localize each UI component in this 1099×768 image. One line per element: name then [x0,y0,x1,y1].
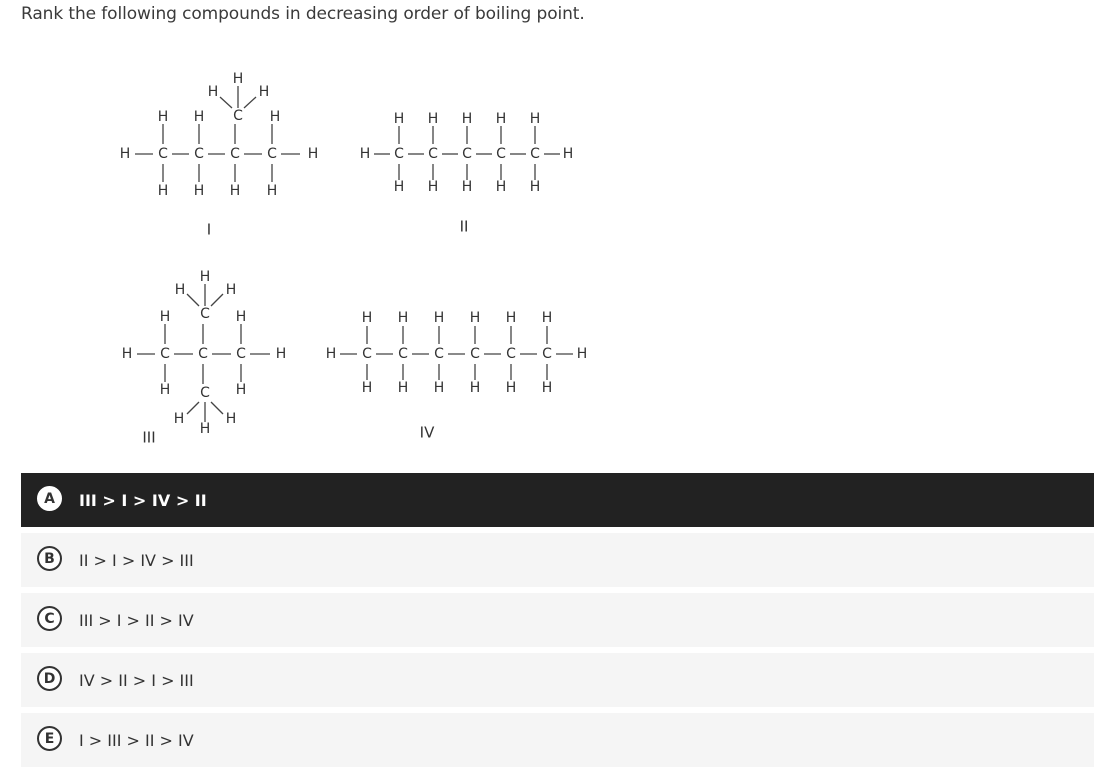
hydrogen-atom: H [235,382,247,398]
carbon-atom: C [362,346,372,362]
bond-line [211,294,223,306]
option-a[interactable] [21,473,1094,527]
question-text: Rank the following compounds in decreasing order of boiling point. [21,4,585,24]
hydrogen-atom: H [121,346,133,362]
hydrogen-atom: H [193,109,205,125]
bond-line [220,97,232,108]
hydrogen-atom: H [199,269,211,285]
compound-ii-structure [360,111,574,236]
hydrogen-atom: H [393,179,405,195]
hydrogen-atom: H [427,179,439,195]
option-c-letter: C [37,606,62,631]
carbon-atom: C [542,346,552,362]
hydrogen-atom: H [199,421,211,437]
option-d[interactable] [21,653,1094,707]
hydrogen-atom: H [307,146,319,162]
hydrogen-atom: H [275,346,287,362]
carbon-atom: C [200,306,210,322]
hydrogen-atom: H [397,380,409,396]
option-d-text: IV > II > I > III [79,670,194,690]
compound-i-structure [120,71,319,239]
carbon-atom: C [496,146,506,162]
hydrogen-atom: H [266,183,278,199]
option-b-letter: B [37,546,62,571]
hydrogen-atom: H [159,382,171,398]
carbon-atom: C [394,146,404,162]
option-d-letter: D [37,666,62,691]
hydrogen-atom: H [157,183,169,199]
hydrogen-atom: H [229,183,241,199]
hydrogen-atom: H [505,380,517,396]
hydrogen-atom: H [258,84,270,100]
option-e-text: I > III > II > IV [79,730,194,750]
compound-ii-label: II [459,217,469,236]
carbon-atom: C [398,346,408,362]
carbon-atom: C [194,146,204,162]
hydrogen-atom: H [393,111,405,127]
option-a-letter: A [37,486,62,511]
carbon-atom: C [428,146,438,162]
hydrogen-atom: H [119,146,131,162]
carbon-atom: C [470,346,480,362]
compound-iii-label: III [142,428,156,447]
hydrogen-atom: H [225,282,237,298]
hydrogen-atom: H [541,310,553,326]
option-e-letter: E [37,726,62,751]
hydrogen-atom: H [461,111,473,127]
carbon-atom: C [200,385,210,401]
hydrogen-atom: H [495,179,507,195]
carbon-atom: C [230,146,240,162]
hydrogen-atom: H [174,282,186,298]
compound-iii-structure [122,269,287,447]
hydrogen-atom: H [469,310,481,326]
hydrogen-atom: H [433,380,445,396]
hydrogen-atom: H [193,183,205,199]
hydrogen-atom: H [529,111,541,127]
hydrogen-atom: H [562,146,574,162]
hydrogen-atom: H [529,179,541,195]
hydrogen-atom: H [576,346,588,362]
option-e[interactable] [21,713,1094,767]
carbon-atom: C [462,146,472,162]
hydrogen-atom: H [397,310,409,326]
hydrogen-atom: H [207,84,219,100]
hydrogen-atom: H [232,71,244,87]
bond-line [211,402,223,414]
carbon-atom: C [233,108,243,124]
carbon-atom: C [267,146,277,162]
hydrogen-atom: H [359,146,371,162]
carbon-atom: C [434,346,444,362]
hydrogen-atom: H [541,380,553,396]
hydrogen-atom: H [159,309,171,325]
option-b-text: II > I > IV > III [79,550,194,570]
option-c[interactable] [21,593,1094,647]
hydrogen-atom: H [495,111,507,127]
carbon-atom: C [160,346,170,362]
bond-line [187,402,199,414]
hydrogen-atom: H [469,380,481,396]
option-b[interactable] [21,533,1094,587]
hydrogen-atom: H [269,109,281,125]
bond-line [244,97,256,108]
compound-iv-label: IV [419,423,435,442]
hydrogen-atom: H [361,380,373,396]
hydrogen-atom: H [361,310,373,326]
carbon-atom: C [236,346,246,362]
hydrogen-atom: H [225,411,237,427]
hydrogen-atom: H [433,310,445,326]
bond-line [187,294,199,306]
hydrogen-atom: H [461,179,473,195]
hydrogen-atom: H [235,309,247,325]
option-a-text: III > I > IV > II [79,490,207,510]
carbon-atom: C [198,346,208,362]
hydrogen-atom: H [325,346,337,362]
compound-iv-structure [326,310,588,442]
hydrogen-atom: H [157,109,169,125]
hydrogen-atom: H [427,111,439,127]
carbon-atom: C [506,346,516,362]
carbon-atom: C [158,146,168,162]
compound-i-label: I [206,220,212,239]
carbon-atom: C [530,146,540,162]
hydrogen-atom: H [173,411,185,427]
hydrogen-atom: H [505,310,517,326]
option-c-text: III > I > II > IV [79,610,194,630]
